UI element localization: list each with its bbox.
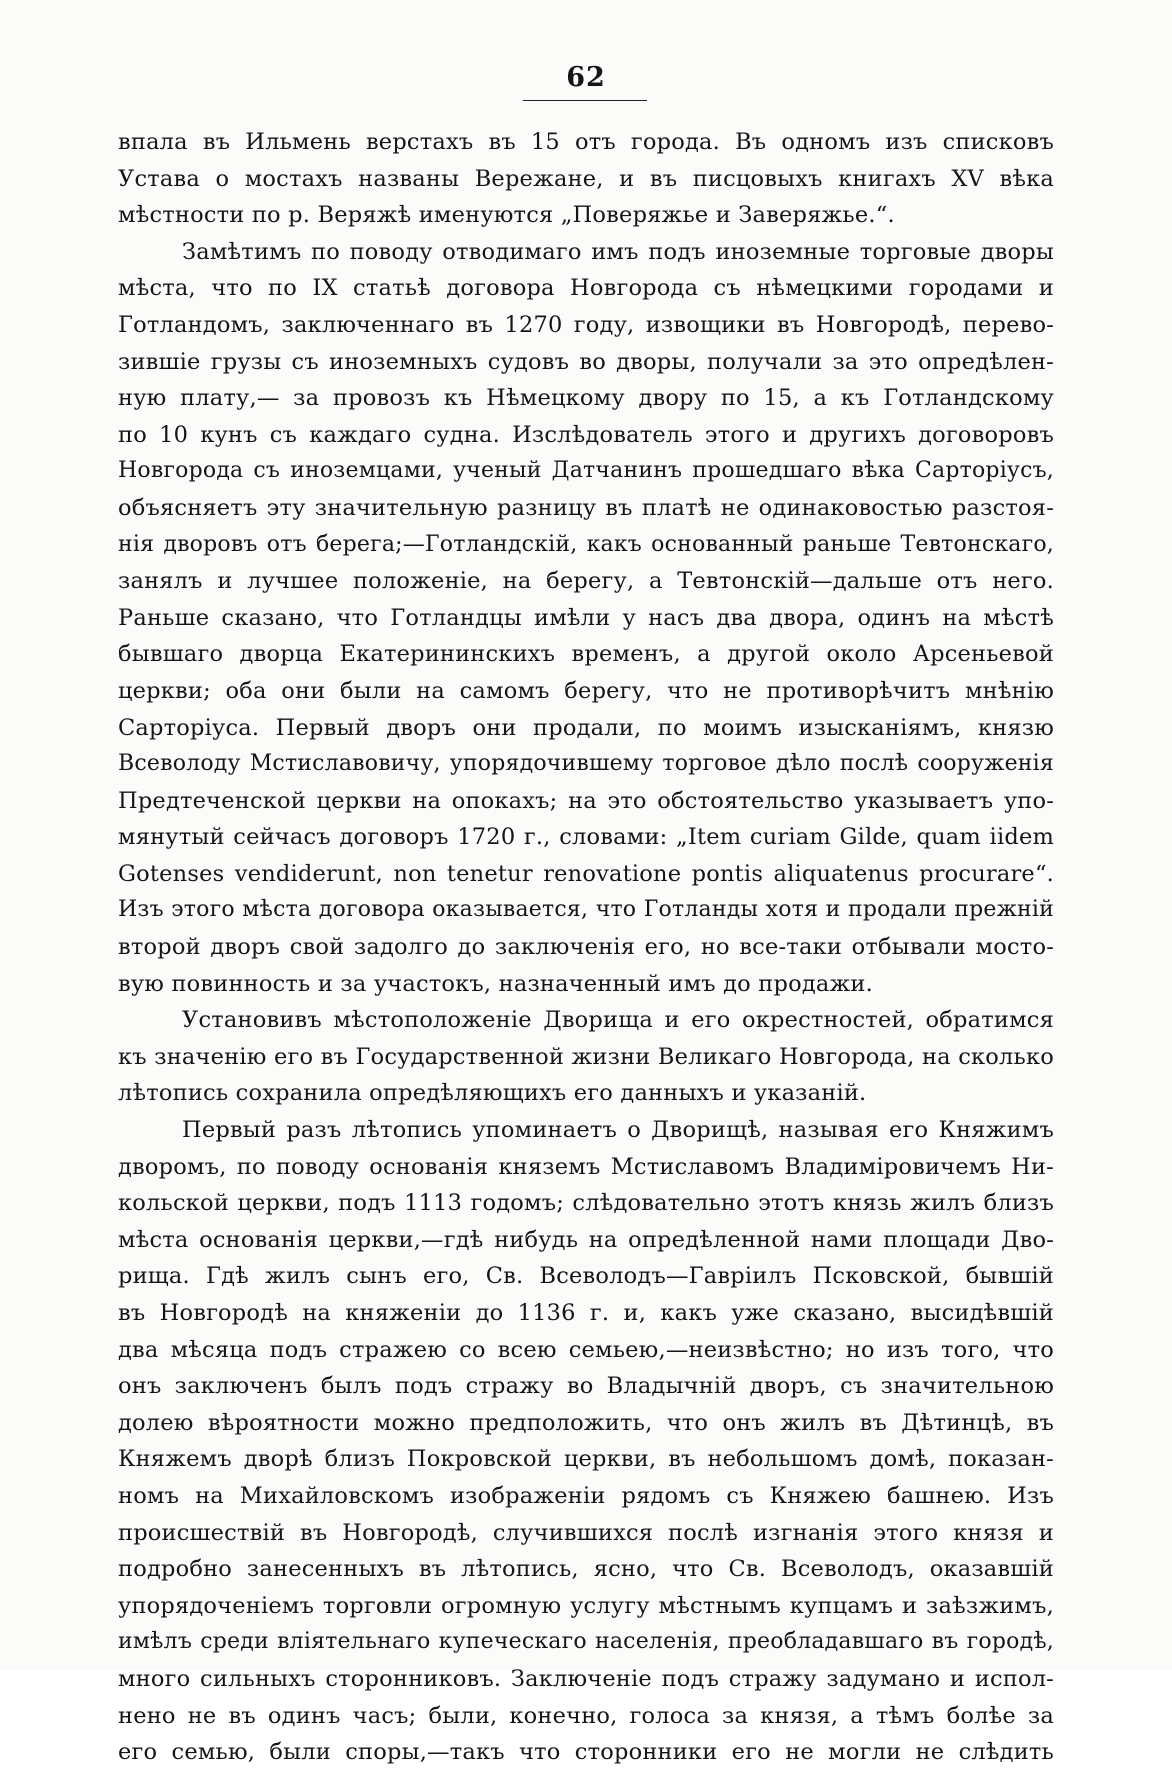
- text-line: къ значенію его въ Государственной жизни Великаго Новгорода, на сколько: [118, 1043, 1054, 1070]
- text-line: нено не въ одинъ часъ; были, конечно, голоса за князя, а тѣмъ болѣе за: [118, 1702, 1054, 1729]
- text-line: Устава о мостахъ названы Вережане, и въ писцовыхъ книгахъ XV вѣка: [118, 165, 1054, 192]
- text-line: Готландомъ, заключеннаго въ 1270 году, извощики въ Новгородѣ, перево-: [118, 311, 1054, 338]
- text-line: Замѣтимъ по поводу отводимаго имъ подъ иноземные торговые дворы: [182, 238, 1054, 265]
- text-line: бывшаго дворца Екатерининскихъ временъ, а другой около Арсеньевой: [118, 641, 1054, 668]
- text-line: онъ заключенъ былъ подъ стражу во Владычній дворъ, съ значительною: [118, 1373, 1054, 1400]
- text-line: занялъ и лучшее положеніе, на берегу, а Тевтонскій—дальше отъ него.: [118, 568, 1054, 595]
- header-rule: [523, 100, 647, 101]
- text-line: Раньше сказано, что Готландцы имѣли у насъ два двора, одинъ на мѣстѣ: [118, 604, 1054, 631]
- text-line: нія дворовъ отъ берега;—Готландскій, какъ основанный раньше Тевтонскаго,: [118, 531, 1054, 557]
- text-line: упорядоченіемъ торговли огромную услугу мѣстнымъ купцамъ и заѣзжимъ,: [118, 1592, 1054, 1619]
- text-line: кольской церкви, подъ 1113 годомъ; слѣдовательно этотъ князь жилъ близъ: [118, 1190, 1054, 1217]
- text-line: второй дворъ свой задолго до заключенія его, но все-таки отбывали мосто-: [118, 934, 1054, 961]
- text-line: Сарторіуса. Первый дворъ они продали, по моимъ изысканіямъ, князю: [118, 714, 1054, 741]
- text-line: два мѣсяца подъ стражею со всею семьею,—неизвѣстно; но изъ того, что: [118, 1336, 1054, 1363]
- page-number: 62: [566, 62, 606, 93]
- text-line: впала въ Ильмень верстахъ въ 15 отъ города. Въ одномъ изъ списковъ: [118, 129, 1054, 155]
- text-line: вую повинность и за участокъ, назначенный имъ до продажи.: [118, 970, 873, 997]
- text-line: много сильныхъ сторонниковъ. Заключеніе подъ стражу задумано и испол-: [118, 1665, 1054, 1692]
- text-line: происшествій въ Новгородѣ, случившихся послѣ изгнанія этого князя и: [118, 1519, 1054, 1546]
- text-line: имѣлъ среди вліятельнаго купеческаго населенія, преобладавшаго въ городѣ,: [118, 1629, 1054, 1655]
- text-line: ную плату,— за провозъ къ Нѣмецкому двору по 15, а къ Готландскому: [118, 385, 1054, 412]
- text-line: Всеволоду Мстиславовичу, упорядочившему торговое дѣло послѣ сооруженія: [118, 751, 1054, 777]
- text-line: Предтеченской церкви на опокахъ; на это обстоятельство указываетъ упо-: [118, 787, 1054, 814]
- text-line: долею вѣроятности можно предположить, что онъ жилъ въ Дѣтинцѣ, въ: [118, 1409, 1054, 1436]
- text-line: номъ на Михайловскомъ изображеніи рядомъ съ Княжею башнею. Изъ: [118, 1482, 1054, 1509]
- text-line: Установивъ мѣстоположеніе Дворища и его окрестностей, обратимся: [182, 1007, 1054, 1034]
- text-line: Gotenses vendiderunt, non tenetur renovatione pontis aliquatenus procurare“.: [118, 860, 1054, 887]
- text-line: мѣста основанія церкви,—гдѣ нибудь на опредѣленной нами площади Дво-: [118, 1226, 1054, 1253]
- text-line: зившіе грузы съ иноземныхъ судовъ во дворы, получали за это опредѣлен-: [118, 348, 1054, 375]
- text-line: лѣтопись сохранила опредѣляющихъ его данныхъ и указаній.: [118, 1080, 867, 1107]
- text-line: подробно занесенныхъ въ лѣтопись, ясно, что Св. Всеволодъ, оказавшій: [118, 1556, 1054, 1583]
- text-line: мѣста, что по IX статьѣ договора Новгорода съ нѣмецкими городами и: [118, 275, 1054, 302]
- text-line: мѣстности по р. Веряжѣ именуются „Поверяжье и Заверяжье.“.: [118, 202, 895, 229]
- page-body-text: [118, 124, 1054, 1771]
- text-line: его семью, были споры,—такъ что сторонники его не могли не слѣдить: [118, 1739, 1054, 1766]
- text-line: Новгорода съ иноземцами, ученый Датчанинъ прошедшаго вѣка Сарторіусъ,: [118, 458, 1054, 484]
- text-line: объясняетъ эту значительную разницу въ платѣ не одинаковостью разстоя-: [118, 494, 1054, 521]
- text-line: по 10 кунъ съ каждаго судна. Изслѣдователь этого и другихъ договоровъ: [118, 421, 1054, 448]
- text-line: Княжемъ дворѣ близъ Покровской церкви, въ небольшомъ домѣ, показан-: [118, 1446, 1054, 1473]
- text-line: церкви; оба они были на самомъ берегу, что не противорѣчитъ мнѣнію: [118, 677, 1054, 704]
- text-line: въ Новгородѣ на княженіи до 1136 г. и, какъ уже сказано, высидѣвшій: [118, 1300, 1054, 1326]
- text-line: мянутый сейчасъ договоръ 1720 г., словами: „Item curiam Gilde, quam iidem: [118, 824, 1054, 851]
- text-line: Изъ этого мѣста договора оказывается, что Готланды хотя и продали прежній: [118, 897, 1054, 923]
- text-line: рища. Гдѣ жилъ сынъ его, Св. Всеволодъ—Гавріилъ Псковской, бывшій: [118, 1263, 1054, 1290]
- text-line: дворомъ, по поводу основанія княземъ Мстиславомъ Владиміровичемъ Ни-: [118, 1153, 1054, 1180]
- text-line: Первый разъ лѣтопись упоминаетъ о Дворищѣ, называя его Княжимъ: [182, 1117, 1054, 1144]
